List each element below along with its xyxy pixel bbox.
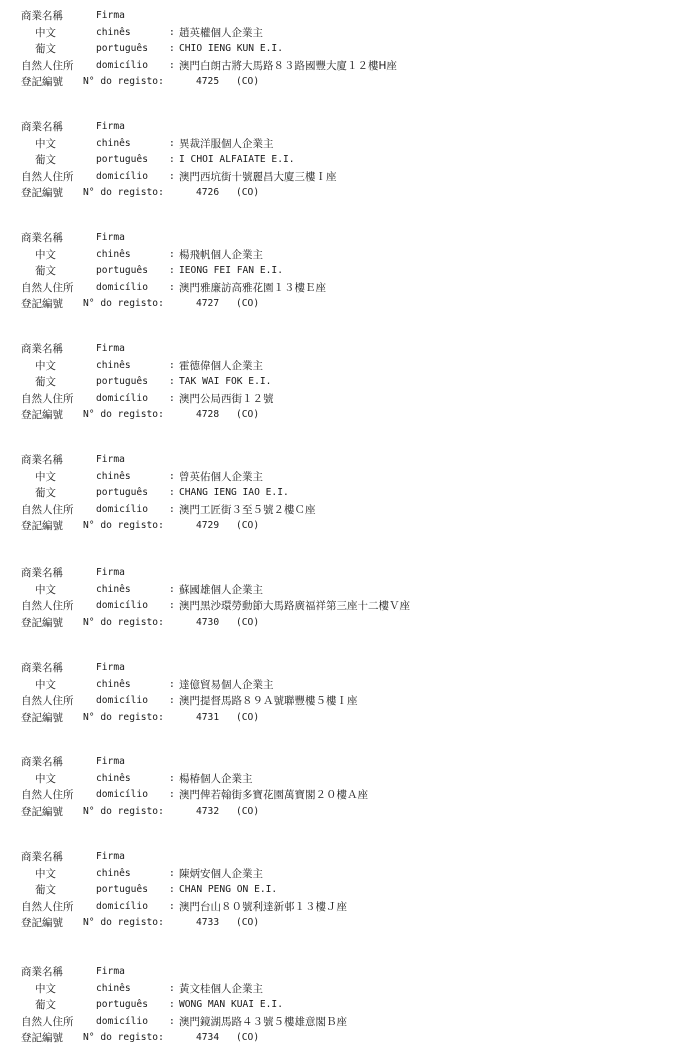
chinese-name: 曾英佑個人企業主	[179, 470, 263, 483]
chinese-name-row	[21, 358, 671, 375]
colon: :	[169, 470, 175, 482]
domicile-row	[21, 169, 671, 186]
firma-label-pt: Firma	[96, 454, 125, 465]
domicile-row	[21, 598, 671, 615]
firma-label-zh: 商業名稱	[21, 343, 63, 355]
registo-number: 4731	[196, 711, 220, 723]
registo-code: (CO)	[236, 76, 260, 88]
registo-row	[21, 74, 671, 91]
registo-row	[21, 1030, 671, 1047]
colon: :	[169, 487, 175, 499]
domicile-label-zh: 自然人住所	[21, 392, 74, 405]
firma-label-pt: Firma	[96, 756, 125, 767]
colon: :	[169, 26, 175, 38]
firma-row	[21, 964, 671, 981]
domicile-address: 澳門白朗古將大馬路８３路國豐大廈１２樓H座	[179, 59, 397, 72]
registo-label-pt: N° do registo:	[83, 805, 164, 817]
registo-label-zh: 登記編號	[21, 616, 63, 629]
chinese-name: 楊飛帆個人企業主	[179, 248, 263, 261]
registo-number: 4732	[196, 805, 220, 817]
registo-label-zh: 登記編號	[21, 711, 63, 724]
colon: :	[169, 695, 175, 707]
registo-label-pt: N° do registo:	[83, 298, 164, 310]
chinese-label-pt: chinês	[96, 772, 131, 784]
registo-number: 4729	[196, 520, 220, 532]
firma-row	[21, 8, 671, 25]
firma-label-zh: 商業名稱	[21, 10, 63, 22]
chinese-name: 趙英權個人企業主	[179, 26, 263, 39]
registo-label-zh: 登記編號	[21, 409, 63, 422]
firma-row	[21, 230, 671, 247]
chinese-name-row	[21, 677, 671, 694]
firma-row	[21, 849, 671, 866]
chinese-name: 異裁洋服個人企業主	[179, 137, 274, 150]
colon: :	[169, 392, 175, 404]
chinese-name-row	[21, 771, 671, 788]
registo-label-zh: 登記編號	[21, 917, 63, 930]
portuguese-name-row	[21, 263, 671, 280]
portuguese-name: CHAN PENG ON E.I.	[179, 884, 278, 896]
colon: :	[169, 884, 175, 896]
registo-label-zh: 登記編號	[21, 76, 63, 89]
registo-label-zh: 登記編號	[21, 520, 63, 533]
registry-entry	[21, 565, 671, 631]
registo-number: 4727	[196, 298, 220, 310]
domicile-label-pt: domicílio	[96, 600, 148, 612]
domicile-label-pt: domicílio	[96, 900, 148, 912]
firma-row	[21, 660, 671, 677]
domicile-address: 澳門西坑街十號麗昌大廈三樓Ｉ座	[179, 170, 337, 183]
registo-number: 4733	[196, 917, 220, 929]
domicile-row	[21, 787, 671, 804]
registry-entry	[21, 660, 671, 726]
domicile-label-pt: domicílio	[96, 59, 148, 71]
firma-label-pt: Firma	[96, 567, 125, 578]
registo-row	[21, 296, 671, 313]
domicile-label-pt: domicílio	[96, 281, 148, 293]
registry-entry	[21, 964, 671, 1047]
chinese-label-zh: 中文	[35, 137, 56, 150]
colon: :	[169, 600, 175, 612]
registo-label-pt: N° do registo:	[83, 520, 164, 532]
registo-label-zh: 登記編號	[21, 187, 63, 200]
firma-label-pt: Firma	[96, 121, 125, 132]
registo-code: (CO)	[236, 917, 260, 929]
registry-entry	[21, 849, 671, 932]
chinese-label-pt: chinês	[96, 248, 131, 260]
firma-label-zh: 商業名稱	[21, 232, 63, 244]
domicile-address: 澳門鏡湖馬路４３號５樓雄意閣Ｂ座	[179, 1015, 347, 1028]
registo-label-pt: N° do registo:	[83, 1032, 164, 1044]
registo-row	[21, 615, 671, 632]
registo-row	[21, 915, 671, 932]
firma-label-zh: 商業名稱	[21, 851, 63, 863]
chinese-label-pt: chinês	[96, 137, 131, 149]
domicile-label-pt: domicílio	[96, 1015, 148, 1027]
domicile-row	[21, 391, 671, 408]
portuguese-name: CHANG IENG IAO E.I.	[179, 487, 289, 499]
chinese-name-row	[21, 981, 671, 998]
registo-code: (CO)	[236, 409, 260, 421]
chinese-name: 黃文桂個人企業主	[179, 982, 263, 995]
portuguese-name-row	[21, 485, 671, 502]
colon: :	[169, 359, 175, 371]
registo-label-pt: N° do registo:	[83, 711, 164, 723]
firma-label-pt: Firma	[96, 10, 125, 21]
registo-code: (CO)	[236, 187, 260, 199]
domicile-label-zh: 自然人住所	[21, 1015, 74, 1028]
chinese-label-pt: chinês	[96, 583, 131, 595]
portuguese-name: TAK WAI FOK E.I.	[179, 376, 272, 388]
registo-number: 4728	[196, 409, 220, 421]
colon: :	[169, 59, 175, 71]
domicile-row	[21, 1014, 671, 1031]
chinese-label-zh: 中文	[35, 359, 56, 372]
firma-label-pt: Firma	[96, 851, 125, 862]
firma-row	[21, 341, 671, 358]
portuguese-label-pt: português	[96, 154, 148, 166]
colon: :	[169, 281, 175, 293]
colon: :	[169, 170, 175, 182]
colon: :	[169, 43, 175, 55]
firma-label-zh: 商業名稱	[21, 567, 63, 579]
portuguese-label-zh: 葡文	[35, 487, 56, 500]
firma-row	[21, 119, 671, 136]
chinese-name: 達億貿易個人企業主	[179, 678, 274, 691]
portuguese-name: CHIO IENG KUN E.I.	[179, 43, 283, 55]
chinese-name-row	[21, 582, 671, 599]
firma-label-pt: Firma	[96, 232, 125, 243]
domicile-label-pt: domicílio	[96, 695, 148, 707]
firma-label-zh: 商業名稱	[21, 756, 63, 768]
domicile-label-pt: domicílio	[96, 789, 148, 801]
colon: :	[169, 137, 175, 149]
firma-row	[21, 754, 671, 771]
registo-label-zh: 登記編號	[21, 805, 63, 818]
registo-row	[21, 804, 671, 821]
registo-label-pt: N° do registo:	[83, 187, 164, 199]
colon: :	[169, 867, 175, 879]
registo-code: (CO)	[236, 805, 260, 817]
portuguese-name-row	[21, 152, 671, 169]
chinese-name-row	[21, 469, 671, 486]
colon: :	[169, 248, 175, 260]
registry-entry	[21, 341, 671, 424]
chinese-name: 楊椿個人企業主	[179, 772, 253, 785]
registo-label-pt: N° do registo:	[83, 76, 164, 88]
colon: :	[169, 376, 175, 388]
registo-label-pt: N° do registo:	[83, 409, 164, 421]
portuguese-label-pt: português	[96, 884, 148, 896]
portuguese-label-pt: português	[96, 376, 148, 388]
domicile-label-zh: 自然人住所	[21, 900, 74, 913]
registry-entry	[21, 119, 671, 202]
firma-label-pt: Firma	[96, 343, 125, 354]
domicile-label-zh: 自然人住所	[21, 503, 74, 516]
portuguese-name: I CHOI ALFAIATE E.I.	[179, 154, 295, 166]
portuguese-label-pt: português	[96, 487, 148, 499]
chinese-label-zh: 中文	[35, 867, 56, 880]
chinese-name-row	[21, 25, 671, 42]
firma-label-pt: Firma	[96, 662, 125, 673]
registo-row	[21, 407, 671, 424]
domicile-row	[21, 58, 671, 75]
registo-number: 4725	[196, 76, 220, 88]
chinese-name-row	[21, 247, 671, 264]
registo-number: 4726	[196, 187, 220, 199]
domicile-address: 澳門黑沙環勞動節大馬路廣福祥第三座十二樓Ｖ座	[179, 600, 410, 613]
colon: :	[169, 583, 175, 595]
portuguese-label-zh: 葡文	[35, 376, 56, 389]
portuguese-label-pt: português	[96, 43, 148, 55]
chinese-label-pt: chinês	[96, 982, 131, 994]
domicile-row	[21, 280, 671, 297]
chinese-name-row	[21, 866, 671, 883]
domicile-label-zh: 自然人住所	[21, 600, 74, 613]
colon: :	[169, 772, 175, 784]
chinese-label-zh: 中文	[35, 678, 56, 691]
domicile-label-zh: 自然人住所	[21, 789, 74, 802]
chinese-label-zh: 中文	[35, 772, 56, 785]
chinese-label-pt: chinês	[96, 26, 131, 38]
portuguese-name: WONG MAN KUAI E.I.	[179, 999, 283, 1011]
chinese-label-zh: 中文	[35, 982, 56, 995]
portuguese-label-zh: 葡文	[35, 265, 56, 278]
chinese-label-pt: chinês	[96, 359, 131, 371]
domicile-address: 澳門台山８０號利達新邨１３樓Ｊ座	[179, 900, 347, 913]
domicile-label-pt: domicílio	[96, 170, 148, 182]
registo-code: (CO)	[236, 711, 260, 723]
registry-entry	[21, 754, 671, 820]
colon: :	[169, 1015, 175, 1027]
colon: :	[169, 789, 175, 801]
colon: :	[169, 503, 175, 515]
registry-entry	[21, 8, 671, 91]
colon: :	[169, 900, 175, 912]
registo-number: 4734	[196, 1032, 220, 1044]
registo-code: (CO)	[236, 616, 260, 628]
domicile-row	[21, 502, 671, 519]
chinese-name: 陳炳安個人企業主	[179, 867, 263, 880]
portuguese-name-row	[21, 997, 671, 1014]
registo-code: (CO)	[236, 1032, 260, 1044]
portuguese-label-zh: 葡文	[35, 884, 56, 897]
colon: :	[169, 982, 175, 994]
chinese-name-row	[21, 136, 671, 153]
chinese-label-pt: chinês	[96, 867, 131, 879]
firma-row	[21, 565, 671, 582]
chinese-label-zh: 中文	[35, 248, 56, 261]
registo-label-zh: 登記編號	[21, 1032, 63, 1045]
chinese-name: 霍德偉個人企業主	[179, 359, 263, 372]
registo-label-pt: N° do registo:	[83, 616, 164, 628]
registo-row	[21, 710, 671, 727]
firma-label-zh: 商業名稱	[21, 662, 63, 674]
portuguese-label-pt: português	[96, 265, 148, 277]
registo-row	[21, 185, 671, 202]
registry-entry	[21, 452, 671, 535]
registo-label-pt: N° do registo:	[83, 917, 164, 929]
firma-label-zh: 商業名稱	[21, 966, 63, 978]
domicile-address: 澳門提督馬路８９Ａ號聯豐樓５樓Ｉ座	[179, 695, 358, 708]
domicile-label-zh: 自然人住所	[21, 695, 74, 708]
chinese-name: 蘇國雄個人企業主	[179, 583, 263, 596]
domicile-row	[21, 693, 671, 710]
registry-entry	[21, 230, 671, 313]
firma-label-zh: 商業名稱	[21, 121, 63, 133]
domicile-label-zh: 自然人住所	[21, 59, 74, 72]
firma-label-zh: 商業名稱	[21, 454, 63, 466]
domicile-label-zh: 自然人住所	[21, 170, 74, 183]
portuguese-name-row	[21, 41, 671, 58]
registo-code: (CO)	[236, 520, 260, 532]
colon: :	[169, 265, 175, 277]
portuguese-name-row	[21, 882, 671, 899]
domicile-address: 澳門工匠街３至５號２樓Ｃ座	[179, 503, 316, 516]
portuguese-label-zh: 葡文	[35, 999, 56, 1012]
domicile-label-pt: domicílio	[96, 392, 148, 404]
registo-row	[21, 518, 671, 535]
portuguese-name: IEONG FEI FAN E.I.	[179, 265, 283, 277]
registo-label-zh: 登記編號	[21, 298, 63, 311]
portuguese-label-zh: 葡文	[35, 154, 56, 167]
firma-row	[21, 452, 671, 469]
domicile-address: 澳門雅廉訪高雅花園１３樓Ｅ座	[179, 281, 326, 294]
colon: :	[169, 154, 175, 166]
colon: :	[169, 678, 175, 690]
domicile-label-pt: domicílio	[96, 503, 148, 515]
chinese-label-zh: 中文	[35, 583, 56, 596]
chinese-label-pt: chinês	[96, 678, 131, 690]
domicile-address: 澳門俾若翰街多寶花園萬寶閣２０樓Ａ座	[179, 789, 368, 802]
portuguese-label-zh: 葡文	[35, 43, 56, 56]
domicile-row	[21, 899, 671, 916]
domicile-label-zh: 自然人住所	[21, 281, 74, 294]
registo-code: (CO)	[236, 298, 260, 310]
chinese-label-zh: 中文	[35, 26, 56, 39]
chinese-label-pt: chinês	[96, 470, 131, 482]
colon: :	[169, 999, 175, 1011]
firma-label-pt: Firma	[96, 966, 125, 977]
portuguese-name-row	[21, 374, 671, 391]
chinese-label-zh: 中文	[35, 470, 56, 483]
domicile-address: 澳門公局西街１２號	[179, 392, 274, 405]
portuguese-label-pt: português	[96, 999, 148, 1011]
registo-number: 4730	[196, 616, 220, 628]
